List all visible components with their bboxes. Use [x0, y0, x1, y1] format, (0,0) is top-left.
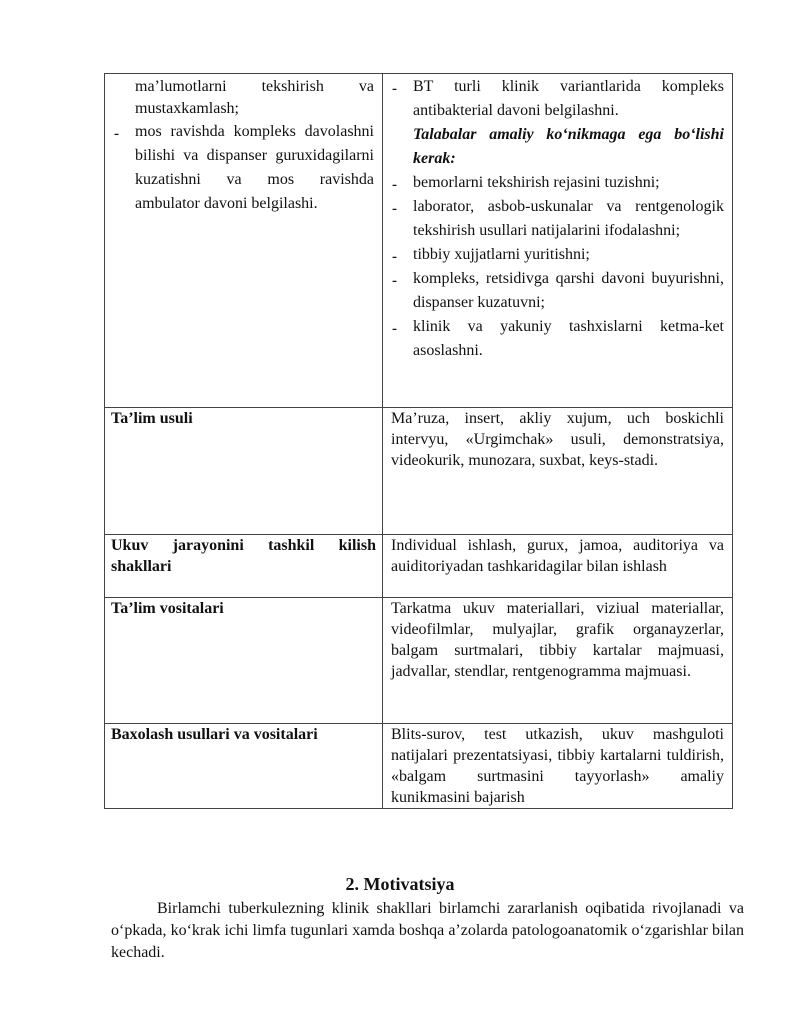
list-item — [105, 120, 382, 216]
list-item — [383, 75, 732, 123]
dash-bullet-icon: - — [392, 249, 397, 265]
section-paragraph: Birlamchi tuberkulezning klinik shakllari birlamchi zararlanish oqibatida rivojlanadi va o‘pkada, ko‘krak ichi limfa tugunlari xamda boshqa a’zolarda patologoanatomik o‘zgarishlar bilan kechadi. — [111, 900, 744, 961]
row-label-cell — [105, 724, 383, 809]
list-item — [383, 195, 732, 243]
list-item-text: laborator, asbob-uskunalar va rentgenologik tekshirish usullari natijalarini ifodalashni; — [413, 198, 724, 239]
list-item — [383, 243, 732, 267]
row-label: Ta’lim vositalari — [111, 600, 224, 617]
table-row — [105, 535, 733, 598]
table-row — [105, 74, 733, 408]
table-row — [105, 408, 733, 535]
table-row — [105, 724, 733, 809]
list-item — [383, 171, 732, 195]
dash-bullet-icon: - — [392, 321, 397, 337]
objectives-left-cell — [105, 74, 383, 408]
section-heading: 2. Motivatsiya — [345, 874, 455, 894]
row-label-cell — [105, 598, 383, 724]
list-item-text: ma’lumotlarni tekshirish va mustaxkamlash; — [135, 78, 374, 117]
list-item — [105, 76, 382, 120]
objectives-right-cell — [383, 74, 733, 408]
list-item-text: BT turli klinik variantlarida kompleks antibakterial davoni belgilashni. — [413, 78, 724, 119]
row-value-cell — [383, 408, 733, 535]
course-table — [104, 73, 733, 809]
row-value-cell — [383, 724, 733, 809]
row-label: Ta’lim usuli — [111, 410, 193, 427]
row-label-cell — [105, 535, 383, 598]
dash-bullet-icon: - — [392, 201, 397, 217]
skills-heading: Talabalar amaliy ko‘nikmaga ega bo‘lishi kerak: — [413, 126, 724, 167]
row-value-cell — [383, 598, 733, 724]
row-label-cell — [105, 408, 383, 535]
table-row — [105, 598, 733, 724]
row-value: Tarkatma ukuv materiallari, viziual materiallar, videofilmlar, mulyajlar, grafik organayzerlar, balgam surtmalari, tibbiy kartalar majmuasi, jadvallar, stendlar, rentgenogramma majmuasi. — [391, 600, 724, 680]
row-value: Blits-surov, test utkazish, ukuv mashguloti natijalari prezentatsiyasi, tibbiy kartalarni tuldirish, «balgam surtmasini tayyorlash» amaliy kunikmasini bajarish — [391, 726, 724, 806]
row-value: Individual ishlash, gurux, jamoa, auditoriya va auiditoriyadan tashkaridagilar bilan ishlash — [391, 537, 724, 575]
list-item-text: bemorlarni tekshirish rejasini tuzishni; — [413, 174, 660, 191]
row-label: Baxolash usullari va vositalari — [111, 726, 318, 743]
list-item — [383, 267, 732, 315]
row-value-cell — [383, 535, 733, 598]
list-item-text: tibbiy xujjatlarni yuritishni; — [413, 246, 590, 263]
row-value: Ma’ruza, insert, akliy xujum, uch boskichli intervyu, «Urgimchak» usuli, demonstratsiya, videokurik, munozara, suxbat, keys-stadi. — [391, 410, 724, 469]
dash-bullet-icon: - — [392, 177, 397, 193]
dash-bullet-icon: - — [114, 126, 119, 142]
list-item-text: klinik va yakuniy tashxislarni ketma-ket asoslashni. — [413, 318, 724, 359]
list-item-text: kompleks, retsidivga qarshi davoni buyurishni, dispanser kuzatuvni; — [413, 270, 724, 311]
list-item — [383, 315, 732, 363]
row-label: Ukuv jarayonini tashkil kilish shakllari — [111, 537, 376, 575]
list-item-text: mos ravishda kompleks davolashni bilishi va dispanser guruxidagilarni kuzatishni va mos ravishda ambulator davoni belgilashi. — [135, 123, 374, 212]
dash-bullet-icon: - — [392, 81, 397, 97]
dash-bullet-icon: - — [392, 273, 397, 289]
